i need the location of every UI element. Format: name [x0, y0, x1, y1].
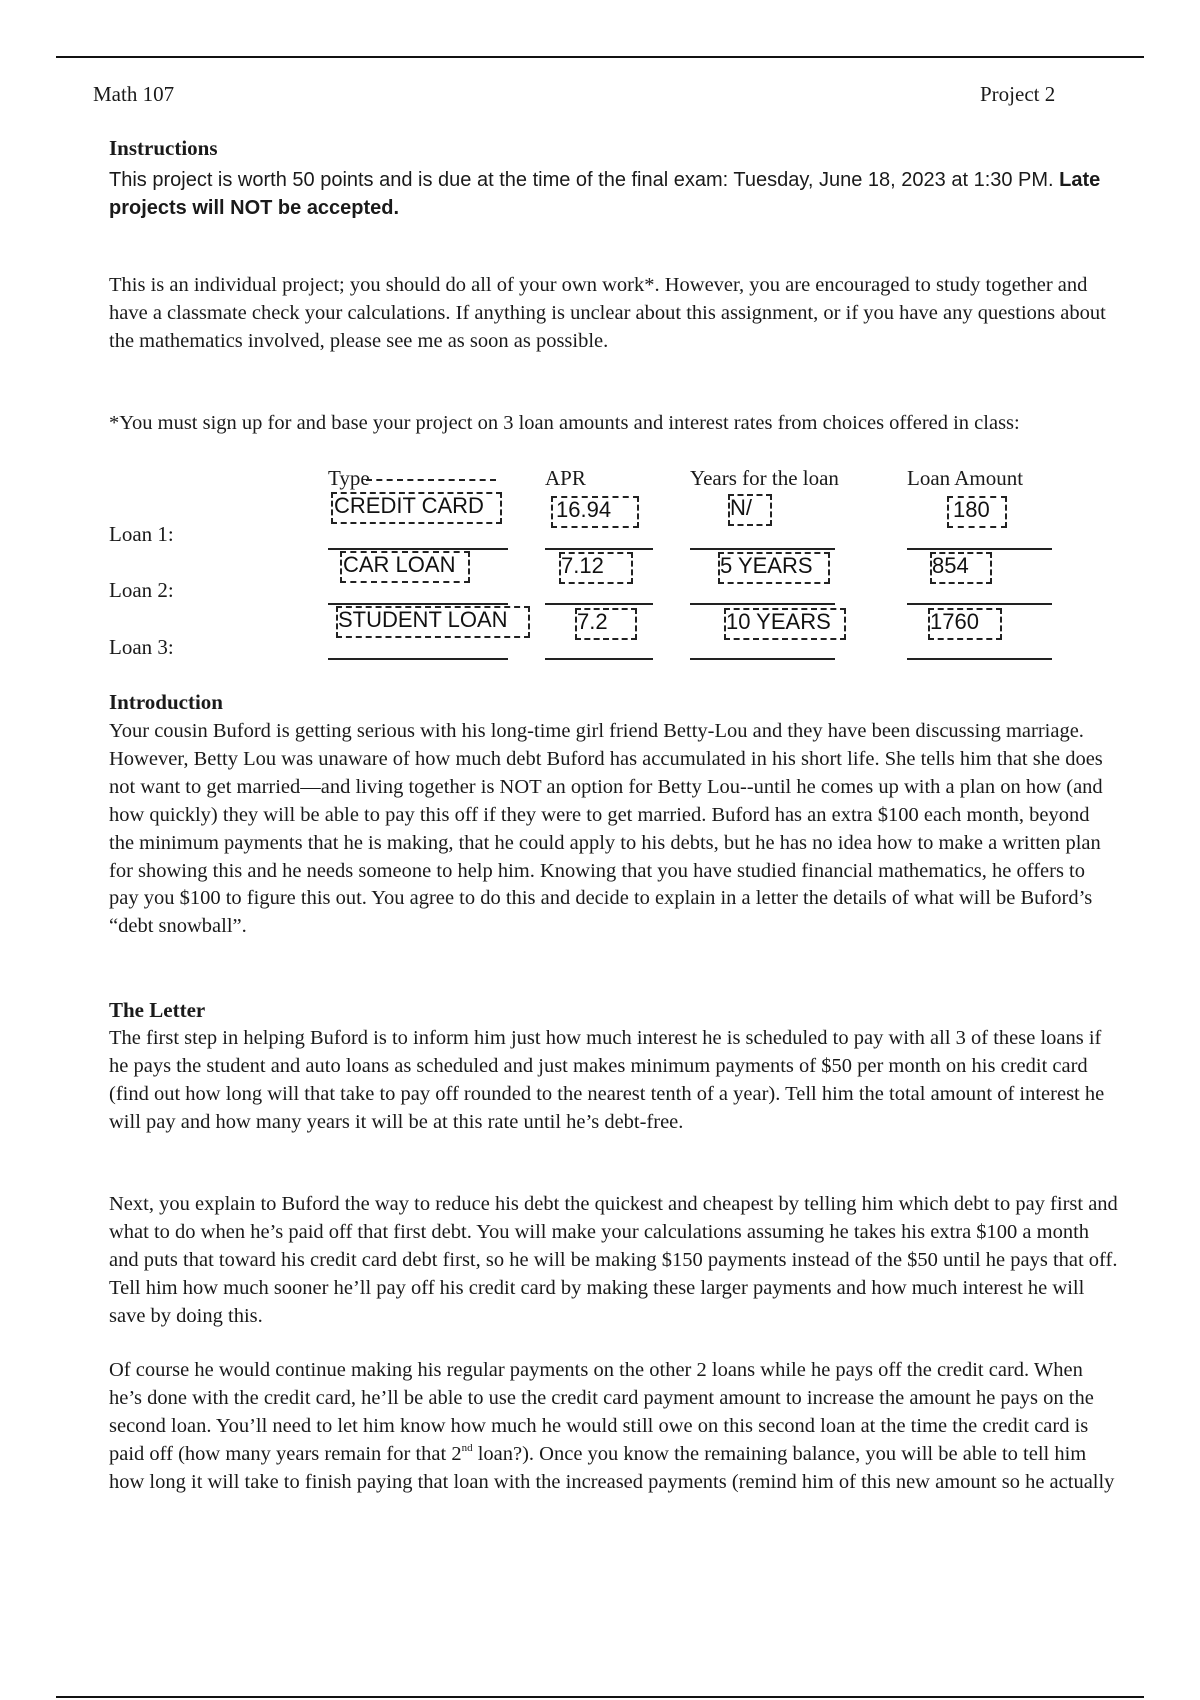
ordinal-suffix: nd: [461, 1441, 473, 1454]
loan-1-type-line: [328, 548, 508, 550]
column-amount: Loan Amount: [907, 466, 1024, 490]
letter-paragraph-3b: loan?). Once you know the remaining balance, you will be able to tell him how long it will take to finish paying that loan with the increased payments (remind him of this new amount so he actually: [109, 1442, 1115, 1493]
project-label: Project 2: [980, 82, 1056, 106]
type-header-dashes: [366, 479, 496, 481]
individual-project-text: This is an individual project; you should do all of your own work*. However, you are encouraged to study together and have a classmate check your calculations. If anything is unclear about this assignment, or if you have any questions about the mathematics involved, please see me as soon as possible.: [109, 274, 1106, 352]
loan-1-label: Loan 1:: [109, 522, 174, 546]
loan-1-years-line: [690, 548, 835, 550]
loan-1-apr: 16.94: [556, 497, 612, 522]
loan-1-type: CREDIT CARD: [334, 493, 484, 518]
loan-3-years-line: [690, 658, 835, 660]
instructions-text: [109, 167, 1119, 222]
loan-2-years: 5 YEARS: [720, 553, 813, 578]
letter-paragraph-3a: Of course he would continue making his regular payments on the other 2 loans while he pays off the credit card. When he’s done with the credit card, he’ll be able to use the credit card payment amount to increase the amount he pays on the second loan. You’ll need to let him know how much he would still owe on this second loan at the time the credit card is paid off (how many years remain for that 2: [109, 1359, 1094, 1465]
loan-3-apr-line: [545, 658, 653, 660]
loan-2-apr: 7.12: [561, 553, 604, 578]
column-years: Years for the loan: [690, 466, 839, 490]
bottom-rule: [56, 1696, 1144, 1698]
late-notice: Late projects will NOT be accepted.: [109, 169, 1101, 219]
loan-3-label: Loan 3:: [109, 635, 174, 659]
letter-paragraph-1: The first step in helping Buford is to inform him just how much interest he is scheduled to pay with all 3 of these loans if he pays the student and auto loans as scheduled and just makes minimum payments of $50 per month on his credit card (find out how long will that take to pay off rounded to the nearest tenth of a year). Tell him the total amount of interest he will pay and how many years it will be at this rate until he’s debt-free.: [109, 1027, 1105, 1133]
letter-paragraph-2: Next, you explain to Buford the way to reduce his debt the quickest and cheapest by telling him which debt to pay first and what to do when he’s paid off that first debt. You will make your calculations assuming he takes his extra $100 a month and puts that toward his credit card debt first, so he will be making $150 payments instead of the $50 until he pays that off. Tell him how much sooner he’ll pay off his credit card by making these larger payments and how much interest he will save by doing this.: [109, 1193, 1118, 1327]
column-apr: APR: [545, 466, 586, 490]
loan-2-label: Loan 2:: [109, 578, 174, 602]
loan-1-years: N/: [730, 495, 752, 520]
signup-text: *You must sign up for and base your project on 3 loan amounts and interest rates from choices offered in class:: [109, 412, 1020, 434]
course-label: Math 107: [93, 82, 175, 106]
loan-2-apr-line: [545, 603, 653, 605]
loan-2-years-line: [690, 603, 835, 605]
introduction-text: Your cousin Buford is getting serious with his long-time girl friend Betty-Lou and they have been discussing marriage. However, Betty Lou was unaware of how much debt Buford has accumulated in his short life. She tells him that she does not want to get married—and living together is NOT an option for Betty Lou--until he comes up with a plan on how (and how quickly) they will be able to pay this off if they were to get married. Buford has an extra $100 each month, beyond the minimum payments that he is making, that he could apply to his debts, but he has no idea how to make a written plan for showing this and he needs someone to help him. Knowing that you have studied financial mathematics, he offers to pay you $100 to figure this out. You agree to do this and decide to explain in a letter the details of what will be Buford’s “debt snowball”.: [109, 720, 1103, 938]
introduction-heading: Introduction: [109, 690, 223, 714]
loan-3-amount-line: [907, 658, 1052, 660]
instructions-heading: Instructions: [109, 136, 218, 160]
loan-3-type: STUDENT LOAN: [338, 607, 508, 632]
top-rule: [56, 56, 1144, 58]
loan-1-apr-line: [545, 548, 653, 550]
loan-2-amount: 854: [932, 553, 969, 578]
instructions-body: This project is worth 50 points and is due at the time of the final exam: Tuesday, June 18, 2023 at 1:30 PM.: [109, 169, 1060, 191]
loan-3-apr: 7.2: [577, 609, 608, 634]
letter-paragraph-3: [109, 1357, 1119, 1497]
loan-1-amount-line: [907, 548, 1052, 550]
loan-3-type-line: [328, 658, 508, 660]
loan-3-amount: 1760: [930, 609, 979, 634]
letter-heading: The Letter: [109, 998, 206, 1022]
loan-1-amount: 180: [953, 497, 990, 522]
loan-2-type-line: [328, 603, 508, 605]
loan-2-type: CAR LOAN: [343, 552, 456, 577]
loan-2-amount-line: [907, 603, 1052, 605]
loan-3-years: 10 YEARS: [726, 609, 831, 634]
column-type: Type: [328, 466, 370, 490]
